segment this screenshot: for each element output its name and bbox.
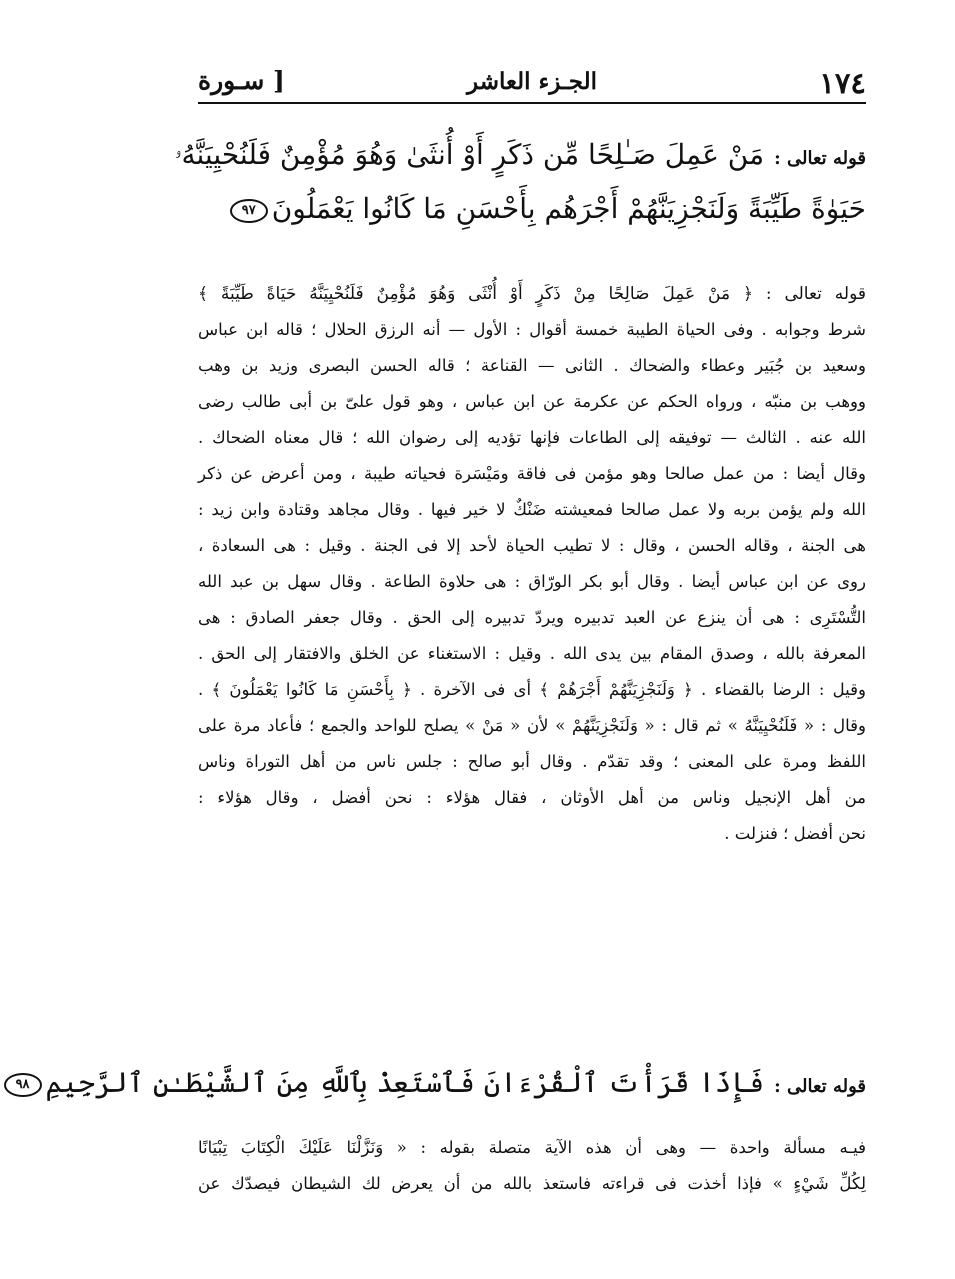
verse-97-text-2: حَيَوٰةً طَيِّبَةً وَلَنَجْزِيَنَّهُمْ أَجْرَهُم بِأَحْسَنِ مَا كَانُوا يَعْمَلُونَ: [271, 192, 866, 225]
commentary-98-line: فيـه مسألة واحدة — وهى أن هذه الآية متصلة بقوله : « وَنَزَّلْنَا عَلَيْكَ الْكِتَابَ تِبْيَانًا: [198, 1138, 866, 1157]
commentary-97-line: الله ولم يؤمن بربه ولا عمل صالحا فمعيشته ضَنْكٌ لا خير فيها . وقال مجاهد وقتادة وابن زيد :: [198, 500, 866, 519]
commentary-98: [198, 1130, 866, 1202]
verse-97-text-1: مَنْ عَمِلَ صَـٰلِحًا مِّن ذَكَرٍ أَوْ أُنثَىٰ وَهُوَ مُؤْمِنٌ فَلَنُحْيِيَنَّهُۥ: [174, 138, 765, 171]
page-number: ١٧٤: [819, 66, 866, 100]
verse-98-line: [15, 1066, 866, 1120]
verse-98: [15, 1066, 866, 1120]
commentary-97-line: المعرفة بالله ، وصدق المقام بين يدى الله . وقيل : الاستغناء عن الخلق والافتقار إلى الحق .: [198, 644, 866, 663]
surah-label: [ سـورة: [198, 66, 285, 95]
commentary-97-line: من أهل الإنجيل وناس من أهل الأوثان ، فقال هؤلاء : نحن أفضل ، وقال هؤلاء :: [198, 788, 866, 807]
commentary-97-line: قوله تعالى : ﴿ مَنْ عَمِلَ صَالِحًا مِنْ ذَكَرٍ أَوْ أُنْثَى وَهُوَ مُؤْمِنٌ فَلَنُحْيِيَنَّهُ حَيَاةً طَيِّبَةً ﴾: [198, 284, 866, 304]
commentary-97-line: التُّسْتَرِى : هى أن ينزع عن العبد تدبيره ويردّ تدبيره إلى الحق . وقال جعفر الصادق : هى: [198, 608, 866, 627]
running-head: [198, 56, 866, 102]
header-rule: [198, 102, 866, 104]
verse-97-lead: قوله تعالى :: [774, 148, 866, 169]
book-page: [15, 0, 955, 1279]
commentary-97-line: شرط وجوابه . وفى الحياة الطيبة خمسة أقوال : الأول — أنه الرزق الحلال ؛ قاله ابن عباس: [198, 320, 866, 339]
commentary-97-line: وسعيد بن جُبَير وعطاء والضحاك . الثانى — القناعة ؛ قاله الحسن البصرى وزيد بن وهب: [198, 356, 866, 375]
commentary-97-line: اللفظ ومرة على المعنى ؛ وقد تقدّم . وقال أبو صالح : جلس ناس من أهل التوراة وناس: [198, 752, 866, 771]
verse-97-line-2: [198, 192, 866, 248]
verse-98-text: فَإِذَا قَرَأْتَ ٱلْقُرْءَانَ فَٱسْتَعِذْ بِٱللَّهِ مِنَ ٱلشَّيْطَـٰنِ ٱلرَّجِيمِ: [45, 1066, 765, 1099]
commentary-97-line: هى الجنة ، وقاله الحسن ، وقال : لا تطيب الحياة لأحد إلا فى الجنة . وقيل : هى السعادة ،: [198, 536, 866, 555]
verse-98-lead: قوله تعالى :: [774, 1076, 866, 1097]
commentary-97-line: وقال : « فَلَنُحْيِيَنَّهُ » ثم قال : « وَلَنَجْزِيَنَّهُمْ » لأن « مَنْ » يصلح للواحد والجمع ؛ فأعاد مرة على: [198, 716, 866, 735]
ayah-number-97: ٩٧: [230, 199, 268, 223]
part-title: الجـزء العاشر: [467, 68, 597, 95]
verse-97-line-1: [174, 138, 866, 192]
verse-97: [174, 138, 866, 248]
commentary-97: [198, 276, 866, 852]
ayah-number-98: ٩٨: [4, 1073, 42, 1097]
commentary-97-line: الله عنه . الثالث — توفيقه إلى الطاعات فإنها تؤديه إلى رضوان الله ؛ قال معناه الضحاك .: [198, 428, 866, 447]
commentary-97-line: وقيل : الرضا بالقضاء . ﴿ وَلَنَجْزِيَنَّهُمْ أَجْرَهُمْ ﴾ أى فى الآخرة . ﴿ بِأَحْسَنِ مَا كَانُوا يَعْمَلُونَ ﴾ .: [198, 680, 866, 699]
commentary-97-line: ووهب بن منبّه ، ورواه الحكم عن عكرمة عن ابن عباس ، وهو قول علىّ بن أبى طالب رضى: [198, 392, 866, 411]
commentary-97-line: روى عن ابن عباس أيضا . وقال أبو بكر الورّاق : هى حلاوة الطاعة . وقال سهل بن عبد الله: [198, 572, 866, 591]
commentary-98-line: لِكُلِّ شَيْءٍ » فإذا أخذت فى قراءته فاستعذ بالله من أن يعرض لك الشيطان فيصدّك عن: [198, 1174, 866, 1193]
commentary-97-line: وقال أيضا : من عمل صالحا وهو مؤمن فى فاقة ومَيْسَرة فحياته طيبة ، ومن أعرض عن ذكر: [198, 464, 866, 483]
commentary-97-line: نحن أفضل ؛ فنزلت .: [724, 824, 866, 843]
